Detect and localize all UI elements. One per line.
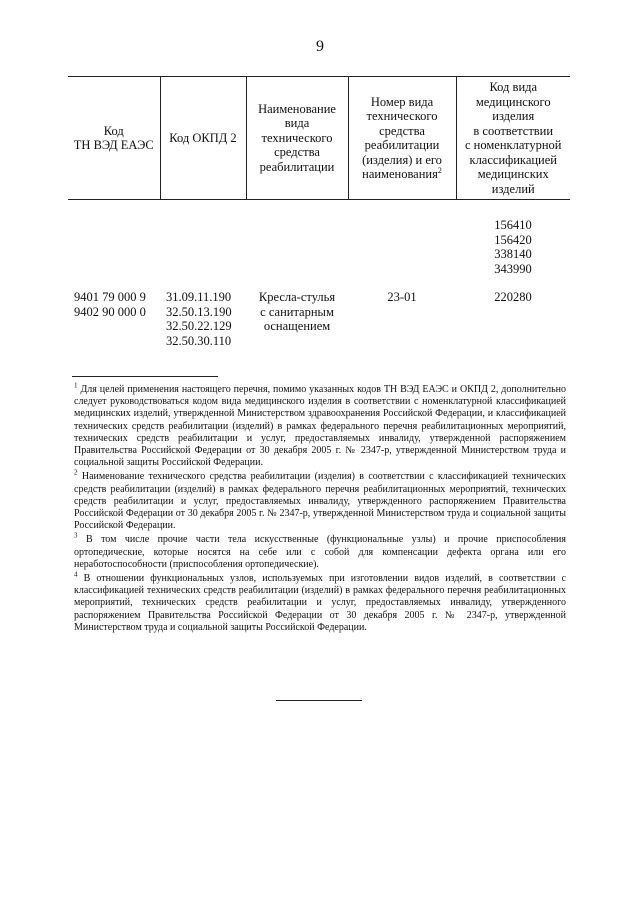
header-tnved: [68, 77, 160, 200]
header-number-line-6: [352, 167, 453, 182]
med-code-continued: [456, 200, 570, 277]
table-row-continuation: [68, 200, 570, 277]
footnote-mark: 4: [74, 570, 78, 579]
header-number-line-2: технического: [366, 109, 438, 123]
okpd-code: 32.50.13.190: [166, 304, 232, 319]
cell-med-code: 220280: [494, 290, 532, 304]
header-med-line-5: с номенклатурной: [465, 138, 562, 152]
header-name-line-4: реабилитации: [259, 159, 335, 174]
cell-name: [246, 276, 348, 348]
table-row: [68, 276, 570, 348]
tsr-name-line: оснащением: [263, 319, 331, 333]
cell-tnved: [68, 276, 160, 348]
header-med-line-1: Код вида: [489, 80, 538, 94]
header-med-line-7: медицинских: [477, 167, 549, 181]
footnote-ref-2: 2: [437, 165, 442, 175]
header-number-line-3: средства: [379, 123, 425, 138]
header-number: [348, 77, 456, 200]
tsr-table-container: [68, 76, 570, 348]
cell-number: 23-01: [387, 290, 417, 304]
header-med-line-8: изделий: [491, 181, 535, 196]
header-med-line-6: классификацией: [469, 152, 557, 167]
header-name-line-2: вида технического: [261, 116, 333, 145]
med-code: 156420: [494, 232, 532, 247]
footnote-mark: 3: [74, 532, 78, 541]
footnotes: [74, 381, 567, 636]
header-number-line-4: реабилитации: [364, 138, 440, 152]
header-med-code: [456, 77, 570, 200]
header-number-line-1: Номер вида: [370, 94, 434, 109]
header-tnved-line-1: Код: [103, 123, 124, 138]
tnved-code: 9401 79 000 9: [74, 290, 146, 304]
footnote-mark: 1: [74, 381, 78, 390]
footnote-text: В том числе прочие части тела искусственные (функциональные узлы) и прочие приспособления ортопедические, которые носятся на себе или с собой для компенсации дефекта органа или его неработоспособности (приспособления ортопедические).: [74, 534, 567, 570]
header-number-line-6-text: наименования: [362, 167, 438, 181]
table-header-row: [68, 77, 570, 200]
med-code: 338140: [494, 247, 532, 261]
header-okpd-line-1: Код ОКПД 2: [169, 130, 237, 145]
okpd-code: 32.50.30.110: [166, 333, 232, 348]
footnote-1: [74, 381, 566, 469]
footnote-3: [74, 534, 566, 571]
footnote-2: [74, 471, 566, 532]
med-code: 156410: [494, 218, 532, 232]
header-number-line-5: (изделия) и его: [362, 152, 442, 167]
footnote-text: Наименование технического средства реабилитации (изделия) в соответствии с классификацией технических средств реабилитации (изделий) в рамках федерального перечня реабилитационных мероприятий, технических средств реабилитации и услуг, предоставляемых инвалиду, утвержденного распоряжением Правительства Российской Федерации от 30 декабря 2005 г. № 2347-р, утвержденной Министерством труда и социальной защиты Российской Федерации.: [74, 471, 566, 532]
footnote-mark: 2: [74, 469, 78, 478]
header-name-line-3: средства: [274, 145, 320, 160]
page-number: 9: [316, 38, 324, 55]
tnved-code: 9402 90 000 0: [74, 304, 146, 319]
footnote-text: Для целей применения настоящего перечня, помимо указанных кодов ТН ВЭД ЕАЭС и ОКПД 2, дополнительно следует руководствоваться кодом вида медицинского изделия в соответствии с номенклатурной классификацией медицинских изделий, утвержденной Министерством здравоохранения Российской Федерации, и классификацией технических средств реабилитации (изделий) в рамках федерального перечня реабилитационных мероприятий, технических средств реабилитации и услуг, предоставляемых инвалиду, утвержденной распоряжением Правительства Российской Федерации от 30 декабря 2005 г. № 2347-р, утвержденной Министерством труда и социальной защиты Российской Федерации.: [74, 384, 566, 469]
tsr-name-line: Кресла-стулья: [258, 290, 336, 304]
header-name-line-1: Наименование: [258, 101, 336, 116]
cell-okpd: [160, 276, 246, 348]
okpd-code: 32.50.22.129: [166, 319, 232, 333]
header-med-line-2: медицинского: [475, 94, 551, 109]
med-code: 343990: [494, 261, 532, 276]
okpd-code: 31.09.11.190: [166, 290, 232, 304]
footnote-text: В отношении функциональных узлов, используемых при изготовлении видов изделий, в соответствии с классификацией технических средств реабилитации (изделий) в рамках федерального перечня реабилитационных мероприятий, технических средств реабилитации и услуг, предоставляемых инвалиду, утвержденного распоряжением Правительства Российской Федерации от 30 декабря 2005 г. № 2347-р, утвержденной Министерством труда и социальной защиты Российской Федерации.: [74, 573, 567, 633]
header-med-line-3: изделия: [492, 109, 535, 123]
header-okpd: [160, 77, 246, 200]
tsr-name-line: с санитарным: [260, 304, 334, 319]
end-separator: [276, 700, 362, 701]
footnote-separator: [72, 376, 218, 377]
header-name: [246, 77, 348, 200]
header-med-line-4: в соответствии: [473, 123, 554, 138]
tsr-table: [68, 76, 570, 348]
header-tnved-line-2: ТН ВЭД ЕАЭС: [73, 138, 154, 152]
footnote-4: [74, 570, 567, 634]
